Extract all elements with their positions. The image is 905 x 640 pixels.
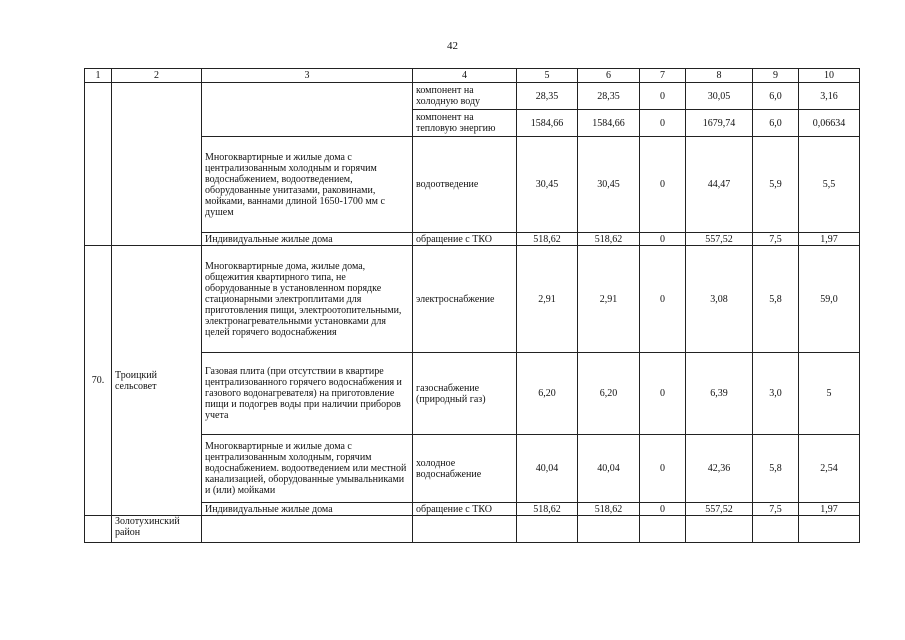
category-cell: Индивидуальные жилые дома — [202, 503, 413, 516]
number-cell — [85, 516, 112, 543]
header-cell: 3 — [202, 69, 413, 83]
header-cell: 8 — [686, 69, 753, 83]
value-cell: 59,0 — [799, 246, 860, 353]
value-cell: 0 — [640, 503, 686, 516]
category-cell: Многоквартирные дома, жилые дома, общежития квартирного типа, не оборудованные в установленном порядке стационарными электроплитами для приготовления пищи, электроотопительными, электронагревательными установками для целей горячего водоснабжения — [202, 246, 413, 353]
service-cell: водоотведение — [413, 137, 517, 233]
value-cell: 28,35 — [578, 83, 640, 110]
value-cell: 2,91 — [578, 246, 640, 353]
value-cell: 30,45 — [517, 137, 578, 233]
value-cell: 518,62 — [517, 503, 578, 516]
category-cell: Многоквартирные и жилые дома с централизованным холодным и горячим водоснабжением, водоотведением, оборудованные унитазами, раковинами, мойками, ваннами длиной 1650-1700 мм с душем — [202, 137, 413, 233]
table-row — [85, 503, 860, 516]
district-cell: Золотухинский район — [112, 516, 202, 543]
value-cell: 2,91 — [517, 246, 578, 353]
value-cell: 557,52 — [686, 503, 753, 516]
service-cell: обращение с ТКО — [413, 503, 517, 516]
value-cell: 557,52 — [686, 233, 753, 246]
row-number-cell: 70. — [85, 246, 112, 516]
header-cell: 1 — [85, 69, 112, 83]
table-row — [85, 353, 860, 435]
empty-cell — [517, 516, 578, 543]
category-cell — [202, 83, 413, 137]
value-cell: 518,62 — [578, 503, 640, 516]
value-cell: 0 — [640, 137, 686, 233]
value-cell: 2,54 — [799, 435, 860, 503]
value-cell: 5,9 — [753, 137, 799, 233]
page-number: 42 — [447, 40, 458, 52]
header-cell: 4 — [413, 69, 517, 83]
empty-cell — [686, 516, 753, 543]
table-row — [85, 83, 860, 110]
header-cell: 9 — [753, 69, 799, 83]
value-cell: 0,06634 — [799, 110, 860, 137]
locality-cell — [112, 83, 202, 246]
header-cell: 2 — [112, 69, 202, 83]
value-cell: 0 — [640, 246, 686, 353]
value-cell: 1,97 — [799, 233, 860, 246]
value-cell: 0 — [640, 110, 686, 137]
table-row — [85, 246, 860, 353]
service-cell: обращение с ТКО — [413, 233, 517, 246]
value-cell: 6,0 — [753, 83, 799, 110]
value-cell: 6,39 — [686, 353, 753, 435]
header-row — [85, 69, 860, 83]
value-cell: 6,20 — [578, 353, 640, 435]
header-cell: 5 — [517, 69, 578, 83]
value-cell: 3,16 — [799, 83, 860, 110]
value-cell: 44,47 — [686, 137, 753, 233]
header-cell: 10 — [799, 69, 860, 83]
value-cell: 518,62 — [578, 233, 640, 246]
table-row — [85, 137, 860, 233]
value-cell: 3,0 — [753, 353, 799, 435]
value-cell: 7,5 — [753, 233, 799, 246]
value-cell: 1,97 — [799, 503, 860, 516]
table-row — [85, 233, 860, 246]
locality-cell: Троицкий сельсовет — [112, 246, 202, 516]
value-cell: 0 — [640, 435, 686, 503]
value-cell: 518,62 — [517, 233, 578, 246]
empty-cell — [753, 516, 799, 543]
table-row — [85, 435, 860, 503]
service-cell: компонент на тепловую энергию — [413, 110, 517, 137]
value-cell: 5,8 — [753, 435, 799, 503]
service-cell: электроснабжение — [413, 246, 517, 353]
value-cell: 1584,66 — [517, 110, 578, 137]
header-cell: 7 — [640, 69, 686, 83]
category-cell: Газовая плита (при отсутствии в квартире централизованного горячего водоснабжения и газового водонагревателя) на приготовление пищи и подогрев воды при наличии приборов учета — [202, 353, 413, 435]
category-cell: Индивидуальные жилые дома — [202, 233, 413, 246]
value-cell: 30,45 — [578, 137, 640, 233]
value-cell: 1679,74 — [686, 110, 753, 137]
service-cell: холодное водоснабжение — [413, 435, 517, 503]
empty-cell — [578, 516, 640, 543]
header-cell: 6 — [578, 69, 640, 83]
empty-cell — [799, 516, 860, 543]
empty-cell — [202, 516, 413, 543]
value-cell: 0 — [640, 233, 686, 246]
service-cell: газоснабжение (природный газ) — [413, 353, 517, 435]
value-cell: 6,0 — [753, 110, 799, 137]
table-row — [85, 516, 860, 543]
value-cell: 1584,66 — [578, 110, 640, 137]
value-cell: 0 — [640, 83, 686, 110]
value-cell: 3,08 — [686, 246, 753, 353]
empty-cell — [640, 516, 686, 543]
tariff-table — [84, 68, 860, 543]
service-cell: компонент на холодную воду — [413, 83, 517, 110]
value-cell: 6,20 — [517, 353, 578, 435]
value-cell: 0 — [640, 353, 686, 435]
value-cell: 5 — [799, 353, 860, 435]
value-cell: 7,5 — [753, 503, 799, 516]
value-cell: 40,04 — [578, 435, 640, 503]
value-cell: 42,36 — [686, 435, 753, 503]
number-cell — [85, 83, 112, 246]
value-cell: 5,8 — [753, 246, 799, 353]
value-cell: 40,04 — [517, 435, 578, 503]
category-cell: Многоквартирные и жилые дома с централизованным холодным, горячим водоснабжением. водоотведением или местной канализацией, оборудованные умывальниками и (или) мойками — [202, 435, 413, 503]
value-cell: 5,5 — [799, 137, 860, 233]
empty-cell — [413, 516, 517, 543]
value-cell: 28,35 — [517, 83, 578, 110]
value-cell: 30,05 — [686, 83, 753, 110]
